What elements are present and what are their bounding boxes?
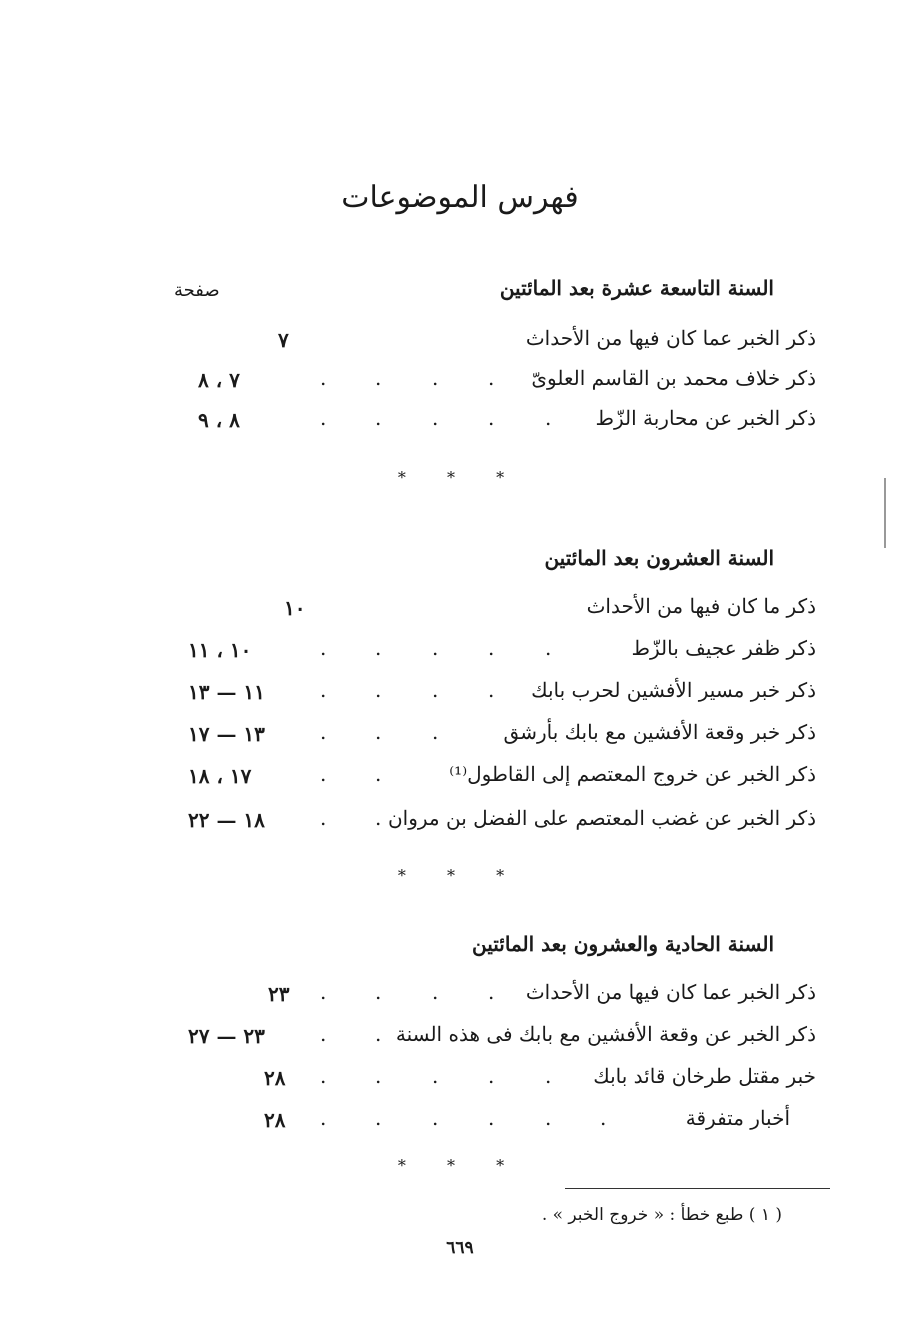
leader-dots: . . . . . .	[320, 1106, 607, 1130]
margin-mark	[884, 478, 886, 548]
toc-pages-1-3: ٨ ، ٩	[198, 408, 240, 432]
leader-dots: . .	[320, 1022, 382, 1046]
toc-entry-2-3: ذكر خبر مسير الأفشين لحرب بابك	[531, 678, 816, 702]
toc-pages-3-3: ٢٨	[264, 1066, 286, 1090]
section-separator: * * *	[397, 468, 523, 487]
toc-pages-2-1: ١٠	[284, 596, 306, 620]
toc-pages-2-6: ١٨ — ٢٢	[188, 808, 265, 832]
page-title: فهرس الموضوعات	[341, 180, 579, 215]
section-separator: * * *	[397, 1156, 523, 1175]
toc-pages-3-1: ٢٣	[268, 982, 290, 1006]
leader-dots: . . . . .	[320, 1064, 552, 1088]
page-column-label: صفحة	[174, 280, 220, 301]
section-separator: * * *	[397, 866, 523, 885]
toc-pages-1-2: ٧ ، ٨	[198, 368, 240, 392]
toc-pages-2-5: ١٧ ، ١٨	[188, 764, 252, 788]
section-heading-1: السنة التاسعة عشرة بعد المائتين	[499, 276, 774, 300]
section-heading-2: السنة العشرون بعد المائتين	[544, 546, 774, 570]
toc-entry-3-3: خبر مقتل طرخان قائد بابك	[593, 1064, 816, 1088]
toc-entry-2-1: ذكر ما كان فيها من الأحداث	[586, 594, 816, 618]
toc-entry-3-4: أخبار متفرقة	[685, 1106, 790, 1130]
toc-pages-3-2: ٢٣ — ٢٧	[188, 1024, 265, 1048]
toc-pages-2-3: ١١ — ١٣	[188, 680, 265, 704]
leader-dots: . .	[320, 806, 382, 830]
toc-entry-2-4: ذكر خبر وقعة الأفشين مع بابك بأرشق	[503, 720, 816, 744]
leader-dots: . . . . .	[320, 406, 552, 430]
toc-entry-3-1: ذكر الخبر عما كان فيها من الأحداث	[525, 980, 816, 1004]
footnote: ( ١ ) طبع خطأ : « خروج الخبر » .	[541, 1205, 782, 1225]
toc-entry-1-3: ذكر الخبر عن محاربة الزّط	[595, 406, 816, 430]
toc-entry-3-2: ذكر الخبر عن وقعة الأفشين مع بابك فى هذه السنة	[395, 1022, 816, 1046]
toc-pages-2-4: ١٣ — ١٧	[188, 722, 265, 746]
leader-dots: . .	[320, 762, 382, 786]
leader-dots: . . . . .	[320, 636, 552, 660]
footnote-rule	[565, 1188, 830, 1189]
toc-pages-2-2: ١٠ ، ١١	[188, 638, 252, 662]
toc-entry-1-2: ذكر خلاف محمد بن القاسم العلوىّ	[531, 366, 816, 390]
toc-entry-2-2: ذكر ظفر عجيف بالزّط	[631, 636, 816, 660]
toc-pages-3-4: ٢٨	[264, 1108, 286, 1132]
toc-pages-1-1: ٧	[278, 328, 289, 352]
leader-dots: . . . .	[320, 678, 495, 702]
leader-dots: . . .	[320, 720, 439, 744]
section-heading-3: السنة الحادية والعشرون بعد المائتين	[471, 932, 774, 956]
page-number: ٦٦٩	[446, 1238, 474, 1258]
leader-dots: . . . .	[320, 980, 495, 1004]
leader-dots: . . . .	[320, 366, 495, 390]
toc-entry-1-1: ذكر الخبر عما كان فيها من الأحداث	[525, 326, 816, 350]
toc-entry-2-6: ذكر الخبر عن غضب المعتصم على الفضل بن مروان	[387, 806, 816, 830]
toc-entry-2-5: ذكر الخبر عن خروج المعتصم إلى القاطول⁽¹⁾	[449, 762, 816, 786]
